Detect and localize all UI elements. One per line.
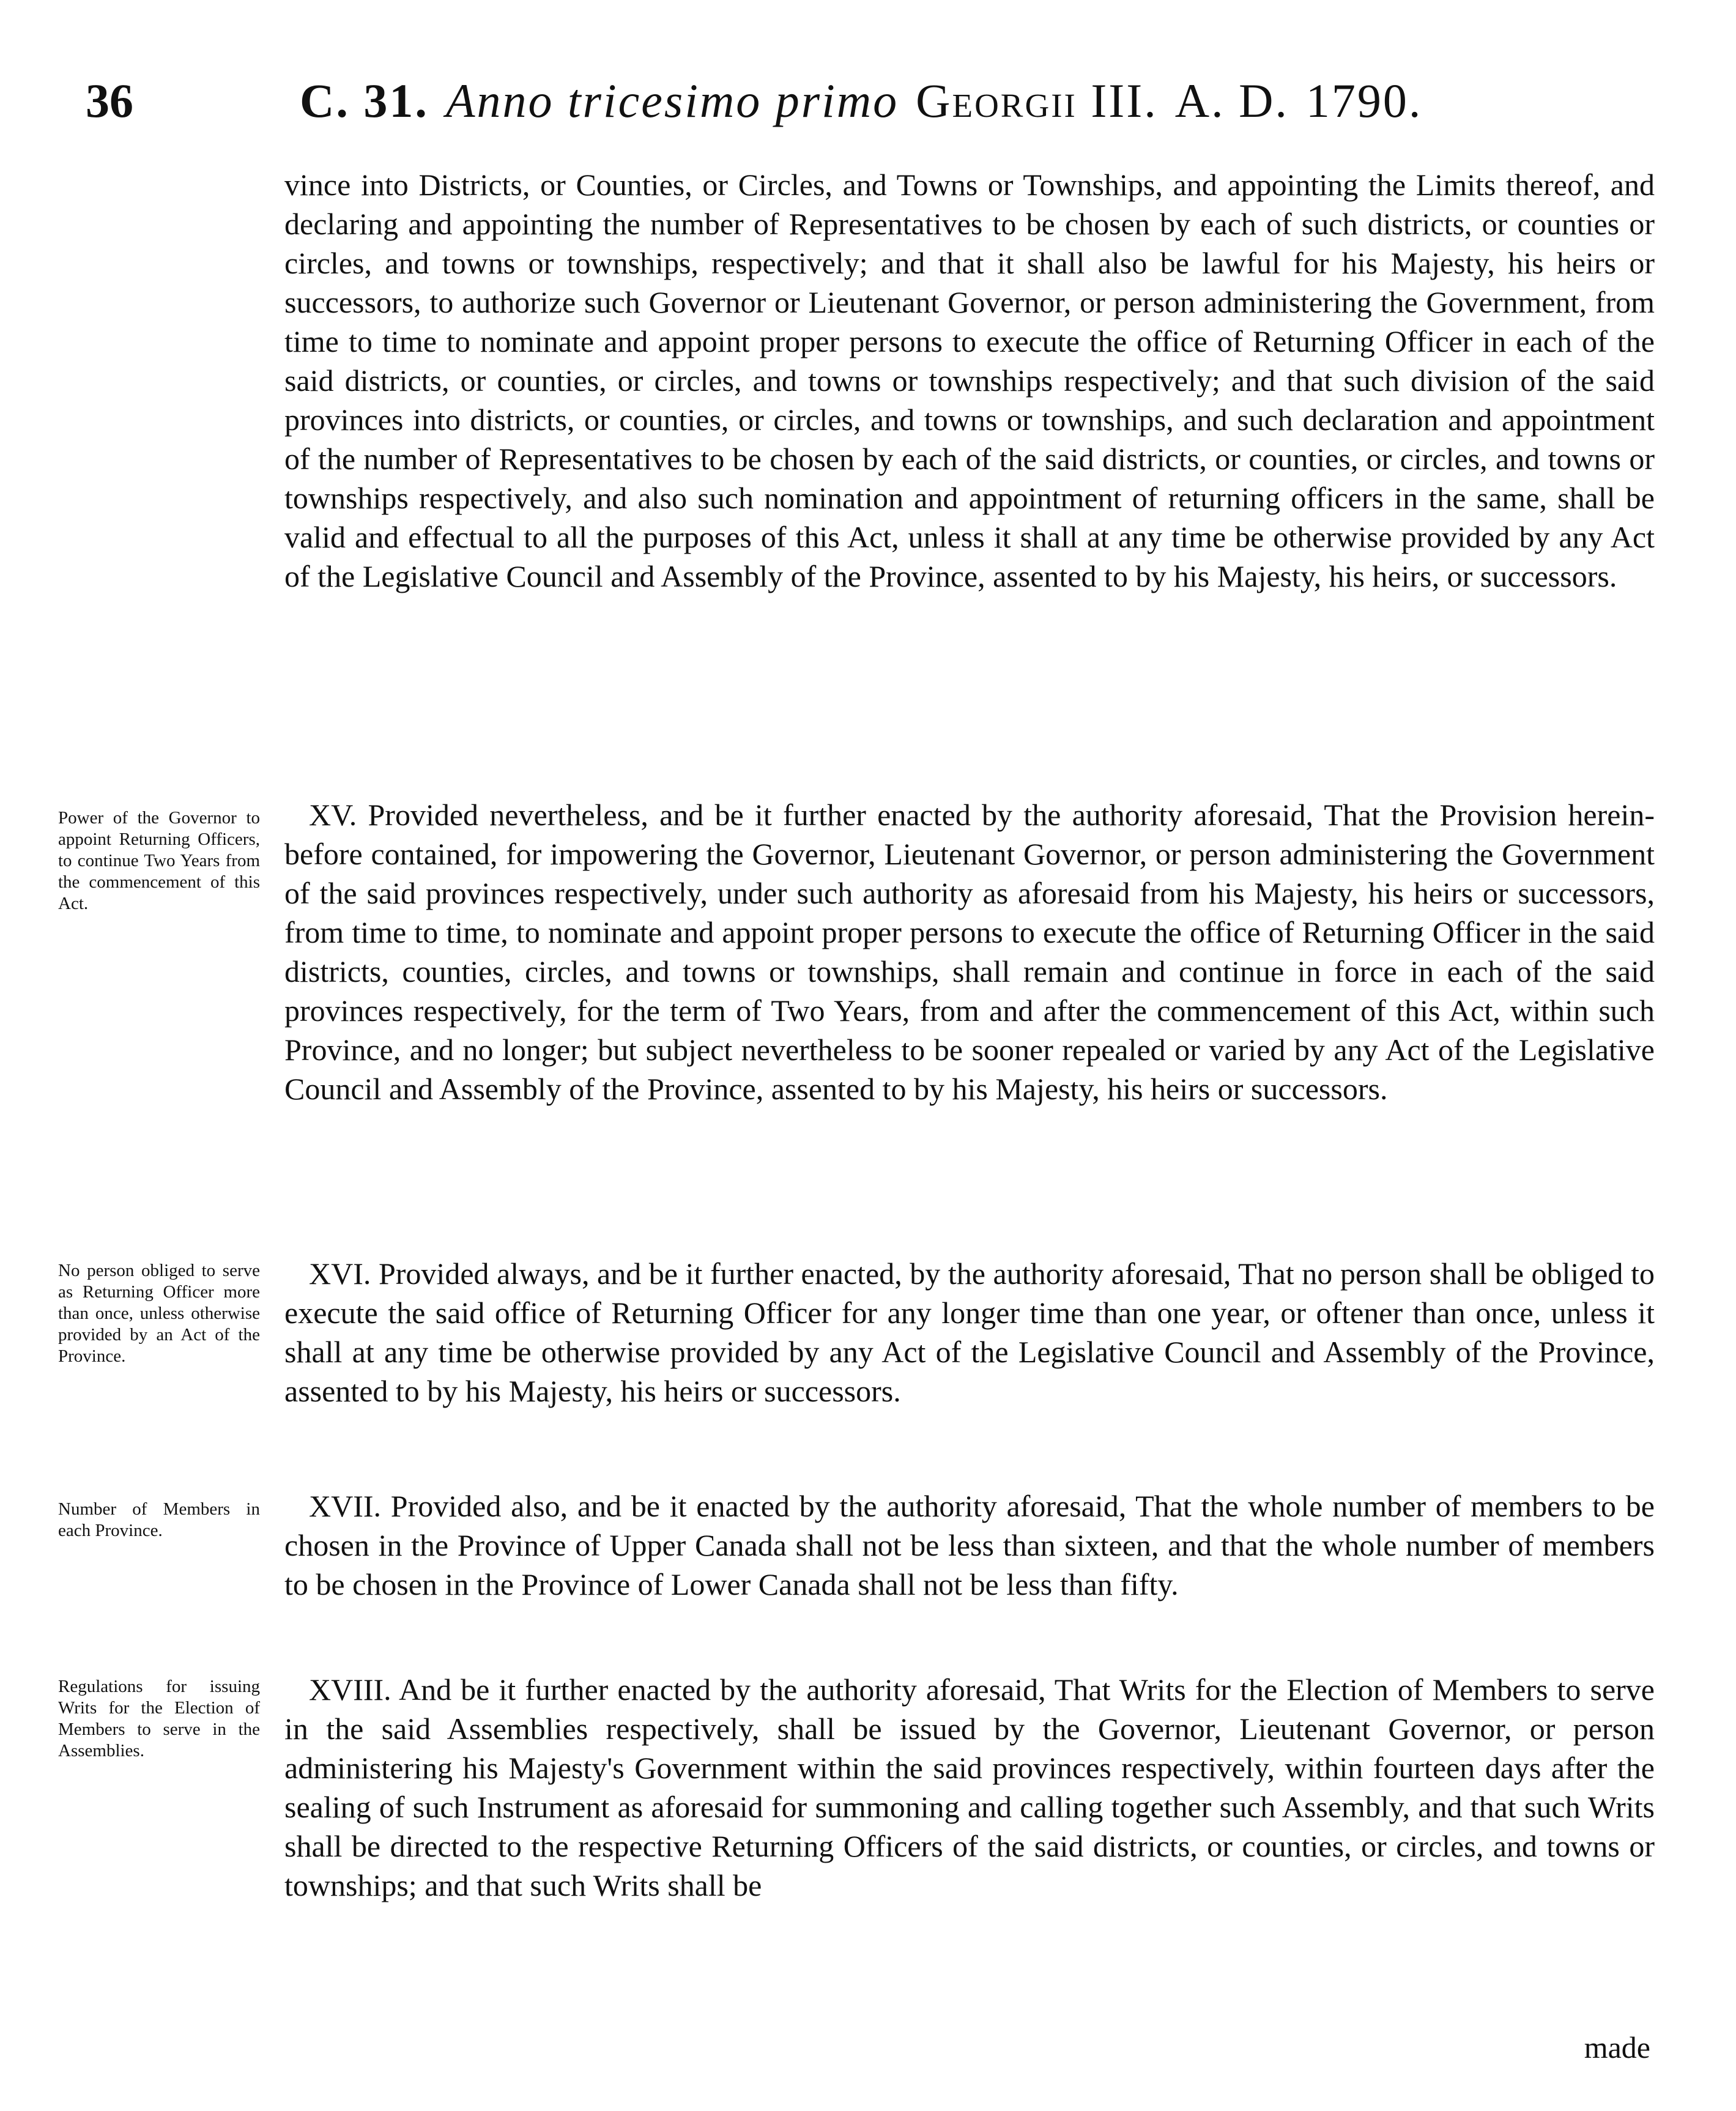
- anno-text: Anno tricesimo primo: [445, 74, 899, 127]
- catchword: made: [1584, 2030, 1650, 2065]
- paragraph-text: Provided also, and be it enacted by the authority aforesaid, That the whole number of members to be chosen in the Province of Upper Canada shall not be less than sixteen, and that the whole number of members to be chosen in the Province of Lower Canada shall not be less than fifty.: [284, 1489, 1655, 1601]
- paragraph-continuation: [284, 165, 1655, 596]
- paragraph-text: And be it further enacted by the authority aforesaid, That Writs for the Election of Members to serve in the said Assemblies respectively, shall be issued by the Governor, Lieutenant Governor, or person administering his Majesty's Government within the said provinces respectively, within fourteen days after the sealing of such Instrument as aforesaid for summoning and calling together such Assembly, and that such Writs shall be directed to the respective Returning Officers of the said districts, or counties, or circles, and towns or townships; and that such Writs shall be: [284, 1672, 1655, 1902]
- marginal-note-xv: Power of the Governor to appoint Returning Officers, to continue Two Years from the commencement of this Act.: [58, 808, 260, 913]
- marginal-note-xvii: Number of Members in each Province.: [58, 1499, 260, 1540]
- paragraph-text: vince into Districts, or Counties, or Circles, and Towns or Townships, and appointing the Limits thereof, and declaring and appointing the number of Representatives to be chosen by each of such districts, or counties or circles, and towns or townships, respectively; and that it shall also be lawful for his Majesty, his heirs or successors, to authorize such Governor or Lieutenant Governor, or person administering the Government, from time to time to nominate and appoint proper persons to execute the office of Returning Officer in each of the said districts, or counties, or circles, and towns or townships respectively; and that such division of the said provinces into districts, or counties, or circles, and towns or townships, and such declaration and appointment of the number of Representatives to be chosen by each of the said districts, or counties, or circles, and towns or townships respectively, and also such nomination and appointment of returning officers in the same, shall be valid and effectual to all the purposes of this Act, unless it shall at any time be otherwise provided by any Act of the Legislative Council and Assembly of the Province, assented to by his Majesty, his heirs, or successors.: [284, 168, 1655, 593]
- year: 1790.: [1305, 74, 1423, 127]
- paragraph-text: Provided nevertheless, and be it further enacted by the authority aforesaid, That the Provision herein-before contained, for impowering the Governor, Lieutenant Governor, or person administering the Government of the said provinces respectively, under such authority as aforesaid from his Majesty, his heirs or successors, from time to time, to nominate and appoint proper persons to execute the office of Returning Officer in the said districts, counties, circles, and towns or townships, shall remain and continue in force in each of the said provinces respectively, for the term of Two Years, from and after the commencement of this Act, within such Province, and no longer; but subject nevertheless to be sooner repealed or varied by any Act of the Legislative Council and Assembly of the Province, assented to by his Majesty, his heirs or successors.: [284, 798, 1655, 1106]
- section-number: XV.: [309, 798, 357, 832]
- ad-label: A. D.: [1174, 74, 1289, 127]
- paragraph-text: Provided always, and be it further enacted, by the authority aforesaid, That no person shall be obliged to execute the said office of Returning Officer for any longer time than one year, or oftener than once, unless it shall at any time be otherwise provided by any Act of the Legislative Council and Assembly of the Province, assented to by his Majesty, his heirs or successors.: [284, 1256, 1655, 1408]
- chapter-number: C. 31.: [300, 74, 429, 127]
- king-name: Georgii III.: [916, 74, 1158, 127]
- paragraph-xv: [284, 795, 1655, 1108]
- section-number: XVII.: [309, 1489, 382, 1523]
- running-head-title: [300, 73, 1664, 128]
- page-number: 36: [86, 74, 133, 127]
- paragraph-xviii: [284, 1670, 1655, 1905]
- running-header: [86, 73, 1664, 147]
- paragraph-xvii: [284, 1486, 1655, 1604]
- marginal-note-xvi: No person obliged to serve as Returning Officer more than once, unless otherwise provided by an Act of the Province.: [58, 1261, 260, 1366]
- section-number: XVIII.: [309, 1672, 391, 1707]
- section-number: XVI.: [309, 1256, 371, 1291]
- paragraph-xvi: [284, 1254, 1655, 1411]
- marginal-note-xviii: Regulations for issuing Writs for the Election of Members to serve in the Assemblies.: [58, 1677, 260, 1760]
